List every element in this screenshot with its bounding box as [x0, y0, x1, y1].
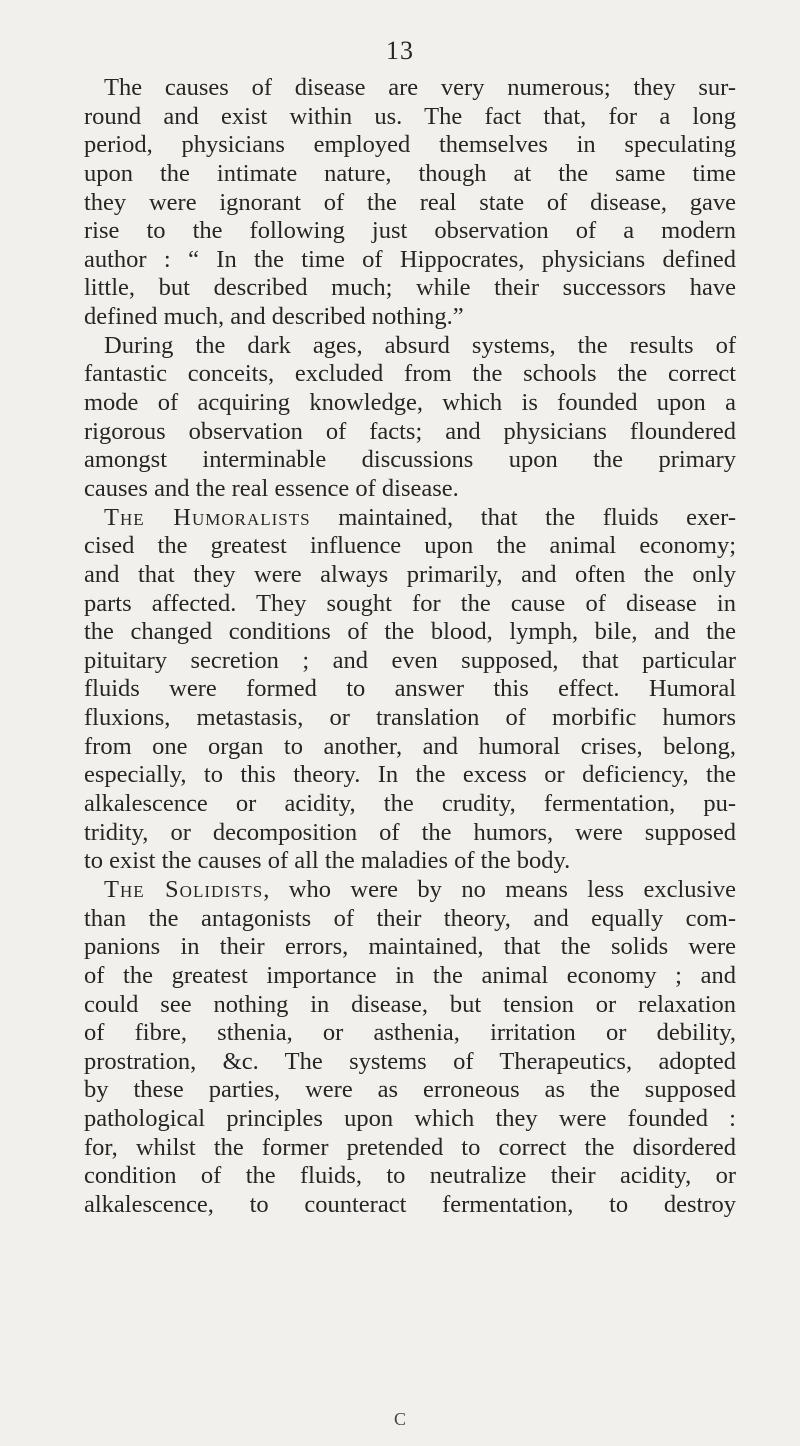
text-line: than the antagonists of their theory, and equally com- [84, 904, 736, 932]
text-line: the changed conditions of the blood, lymph, bile, and the [84, 618, 736, 646]
text-line: The causes of disease are very numerous; they sur- [104, 74, 736, 101]
text-line: from one organ to another, and humoral crises, belong, [84, 732, 736, 760]
humoralists-heading: The Humoralists [104, 503, 311, 531]
text-span: , who were by no means less exclusive [263, 875, 736, 903]
solidists-heading: The Solidists [104, 875, 264, 903]
text-line: rise to the following just observation of a modern [84, 217, 736, 245]
text-line: for, whilst the former pretended to correct the disordered [84, 1133, 736, 1161]
text-line: cised the greatest influence upon the animal economy; [84, 532, 736, 560]
text-line: mode of acquiring knowledge, which is founded upon a [84, 389, 736, 417]
text-line: period, physicians employed themselves in speculating [84, 131, 736, 159]
text-line: could see nothing in disease, but tension or relaxation [84, 990, 736, 1018]
page-number: 13 [386, 36, 414, 65]
text-line: by these parties, were as erroneous as the supposed [84, 1076, 736, 1104]
text-line: to exist the causes of all the maladies of the body. [84, 847, 571, 875]
text-line: rigorous observation of facts; and physicians floundered [84, 417, 736, 445]
text-line: prostration, &c. The systems of Therapeutics, adopted [84, 1047, 736, 1075]
text-line: they were ignorant of the real state of disease, gave [84, 188, 736, 216]
text-line: fluids were formed to answer this effect. Humoral [84, 675, 736, 703]
text-line: author : “ In the time of Hippocrates, physicians defined [84, 245, 736, 273]
text-line: of fibre, sthenia, or asthenia, irritation or debility, [84, 1019, 736, 1047]
text-line: round and exist within us. The fact that, for a long [84, 102, 736, 130]
body-text [84, 74, 736, 1220]
text-line: pathological principles upon which they were founded : [84, 1105, 736, 1133]
text-line: especially, to this theory. In the excess or deficiency, the [84, 761, 736, 789]
text-line: pituitary secretion ; and even supposed, that particular [84, 646, 736, 674]
text-line: alkalescence, to counteract fermentation, to destroy [84, 1190, 736, 1218]
text-line: of the greatest importance in the animal economy ; and [84, 961, 736, 989]
text-line [84, 876, 736, 905]
text-span: maintained, that the fluids exer- [310, 503, 736, 531]
signature-mark: C [393, 1409, 406, 1429]
text-line: tridity, or decomposition of the humors, were supposed [84, 818, 736, 846]
text-line: fluxions, metastasis, or translation of morbific humors [84, 704, 736, 732]
text-line: causes and the real essence of disease. [84, 474, 459, 502]
text-line: and that they were always primarily, and often the only [84, 560, 736, 588]
text-line: little, but described much; while their successors have [84, 274, 736, 302]
text-line [84, 504, 736, 533]
text-line: upon the intimate nature, though at the same time [84, 159, 736, 187]
text-line: panions in their errors, maintained, that the solids were [84, 933, 736, 961]
text-line: parts affected. They sought for the cause of disease in [84, 589, 736, 617]
text-line: condition of the fluids, to neutralize their acidity, or [84, 1162, 736, 1190]
text-line: amongst interminable discussions upon the primary [84, 446, 736, 474]
text-line: defined much, and described nothing.” [84, 303, 464, 331]
text-line: alkalescence or acidity, the crudity, fermentation, pu- [84, 790, 736, 818]
text-line: During the dark ages, absurd systems, the results of [104, 331, 736, 359]
text-line: fantastic conceits, excluded from the schools the correct [84, 360, 736, 388]
